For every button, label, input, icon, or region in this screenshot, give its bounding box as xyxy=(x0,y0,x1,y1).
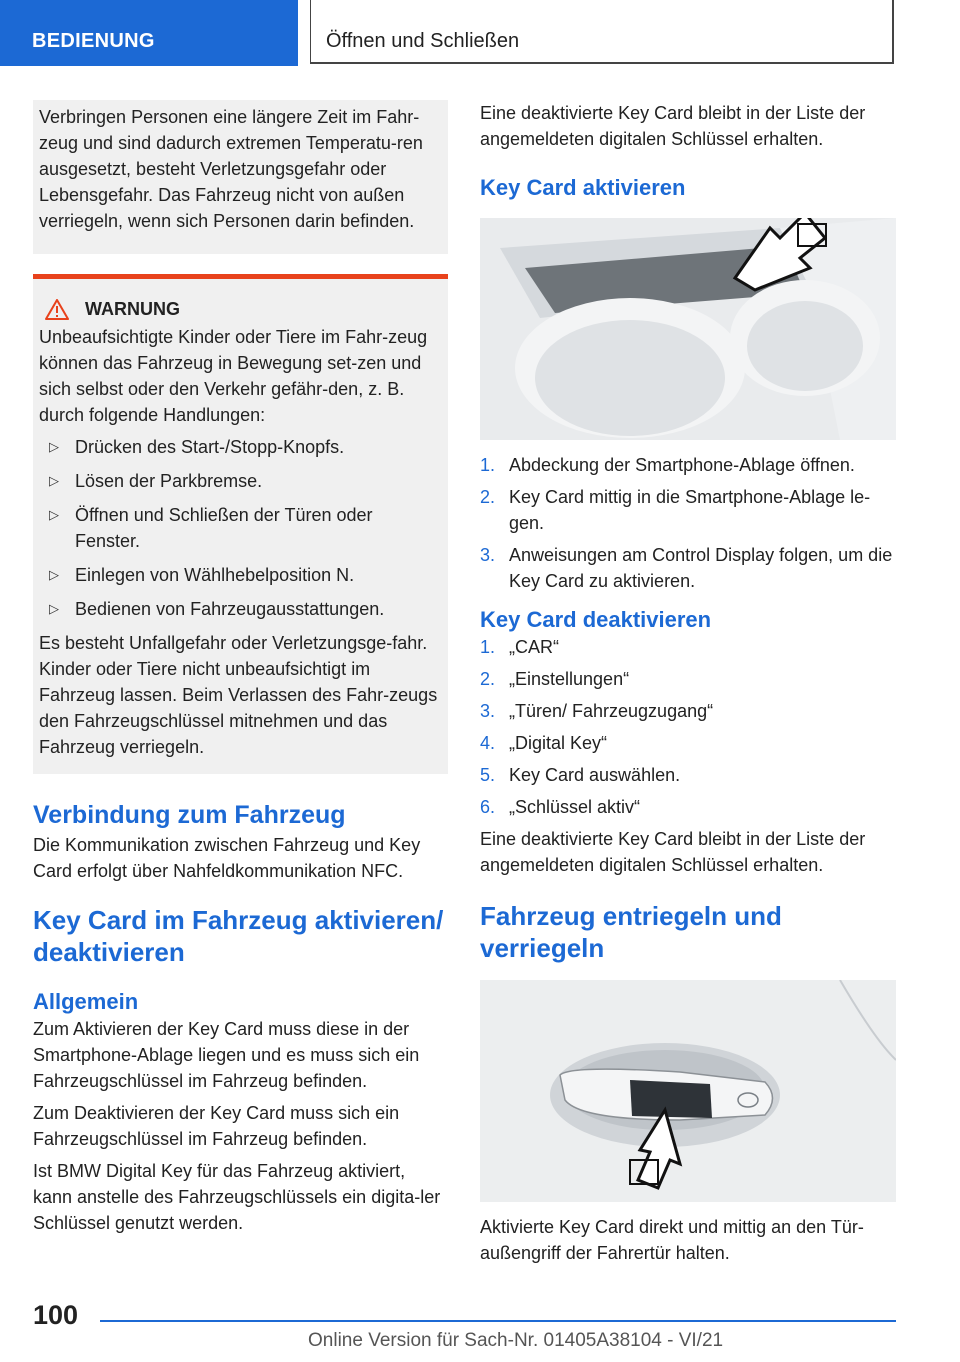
paragraph-unlock: Aktivierte Key Card direkt und mittig an den Tür-außengriff der Fahrertür halten. xyxy=(480,1217,864,1263)
list-item xyxy=(480,762,896,788)
heading-activate-deactivate: Key Card im Fahrzeug aktivieren/ deaktivieren xyxy=(33,905,444,967)
list-item xyxy=(480,666,896,692)
list-item xyxy=(480,794,896,820)
step-number: 6. xyxy=(480,797,496,817)
step-text: „Türen/ Fahrzeugzugang“ xyxy=(509,701,714,721)
step-number: 3. xyxy=(480,701,496,721)
paragraph-general-1: Zum Aktivieren der Key Card muss diese in der Smartphone-Ablage liegen und es muss sich ein Fahrzeugschlüssel im Fahrzeug befinden. xyxy=(33,1019,420,1091)
intro-warning-box xyxy=(33,100,448,254)
page-number: 100 xyxy=(33,1300,79,1330)
heading-unlock-lock: Fahrzeug entriegeln und verriegeln xyxy=(480,901,782,963)
list-item xyxy=(480,730,896,756)
section-tab xyxy=(0,0,298,66)
heading-key-card-activate: Key Card aktivieren xyxy=(480,175,686,200)
step-number: 4. xyxy=(480,733,496,753)
step-number: 2. xyxy=(480,487,496,507)
warning-title: WARNUNG xyxy=(85,299,180,319)
list-item: ▷ Einlegen von Wählhebelposition N. xyxy=(39,562,442,588)
chapter-title: Öffnen und Schließen xyxy=(326,30,520,52)
paragraph-after-deactivate: Eine deaktivierte Key Card bleibt in der Liste der angemeldeten digitalen Schlüssel erhalten. xyxy=(480,829,866,875)
footer-online-version: Online Version für Sach-Nr. 01405A38104 - VI/21 xyxy=(308,1330,724,1351)
step-number: 1. xyxy=(480,637,496,657)
step-number: 5. xyxy=(480,765,496,785)
warning-text: Unbeaufsichtigte Kinder oder Tiere im Fahr-zeug können das Fahrzeug in Bewegung set-zen und sich selbst oder den Verkehr gefähr-den, z. B. durch folgende Handlungen: xyxy=(39,327,428,425)
door-handle-illustration xyxy=(480,980,896,1202)
paragraph-general-2: Zum Deaktivieren der Key Card muss sich ein Fahrzeugschlüssel im Fahrzeug befinden. xyxy=(33,1103,400,1149)
step-number: 1. xyxy=(480,455,496,475)
chapter-header xyxy=(310,0,894,64)
section-tab-label: BEDIENUNG xyxy=(32,30,155,52)
step-text: Abdeckung der Smartphone-Ablage öffnen. xyxy=(509,455,855,475)
step-number: 3. xyxy=(480,545,496,565)
warning-icon xyxy=(45,299,69,320)
step-number: 2. xyxy=(480,669,496,689)
door-handle-image xyxy=(480,980,896,1202)
footer-divider xyxy=(100,1320,896,1322)
step-text: „CAR“ xyxy=(509,637,559,657)
step-text: „Schlüssel aktiv“ xyxy=(509,797,641,817)
list-item xyxy=(480,452,896,478)
list-item xyxy=(480,542,896,594)
intro-warning-text: Verbringen Personen eine längere Zeit im Fahr-zeug und sind dadurch extremen Temperatu-ren ausgesetzt, besteht Verletzungsgefahr oder Lebensgefahr. Das Fahrzeug nicht von außen verriegeln, wenn sich Personen darin befinden. xyxy=(39,107,423,231)
paragraph-connection: Die Kommunikation zwischen Fahrzeug und Key Card erfolgt über Nahfeldkommunikation NFC. xyxy=(33,835,421,881)
list-item: ▷ Lösen der Parkbremse. xyxy=(39,468,442,494)
right-column xyxy=(480,100,896,1266)
warning-heading xyxy=(39,299,442,320)
list-item xyxy=(480,698,896,724)
activate-steps xyxy=(480,452,896,594)
warning-box xyxy=(33,274,448,774)
step-text: Anweisungen am Control Display folgen, um die Key Card zu aktivieren. xyxy=(509,545,893,591)
list-item xyxy=(480,484,896,536)
step-text: „Einstellungen“ xyxy=(509,669,630,689)
list-item: ▷ Öffnen und Schließen der Türen oder Fenster. xyxy=(39,502,442,554)
step-text: Key Card mittig in die Smartphone-Ablage le-gen. xyxy=(509,487,871,533)
list-item xyxy=(480,634,896,660)
heading-connection: Verbindung zum Fahrzeug xyxy=(33,801,346,829)
warning-conclusion: Es besteht Unfallgefahr oder Verletzungsge-fahr. Kinder oder Tiere nicht unbeaufsichtigt im Fahrzeug lassen. Beim Verlassen des Fahr-zeugs den Fahrzeugschlüssel mitnehmen und das Fahrzeug verriegeln. xyxy=(39,633,438,757)
warning-list xyxy=(39,434,442,622)
step-text: Key Card auswählen. xyxy=(509,765,681,785)
paragraph-general-3: Ist BMW Digital Key für das Fahrzeug aktiviert, kann anstelle des Fahrzeugschlüssels ein digita-ler Schlüssel genutzt werden. xyxy=(33,1161,441,1233)
smartphone-tray-illustration xyxy=(480,218,896,440)
left-column xyxy=(33,100,448,1236)
list-item: ▷ Bedienen von Fahrzeugausstattungen. xyxy=(39,596,442,622)
deactivate-steps xyxy=(480,634,896,820)
smartphone-tray-image xyxy=(480,218,896,440)
paragraph-deactivated-note: Eine deaktivierte Key Card bleibt in der Liste der angemeldeten digitalen Schlüssel erhalten. xyxy=(480,103,866,149)
list-item: ▷ Drücken des Start-/Stopp-Knopfs. xyxy=(39,434,442,460)
heading-general: Allgemein xyxy=(33,989,139,1014)
step-text: „Digital Key“ xyxy=(509,733,608,753)
heading-key-card-deactivate: Key Card deaktivieren xyxy=(480,607,712,632)
